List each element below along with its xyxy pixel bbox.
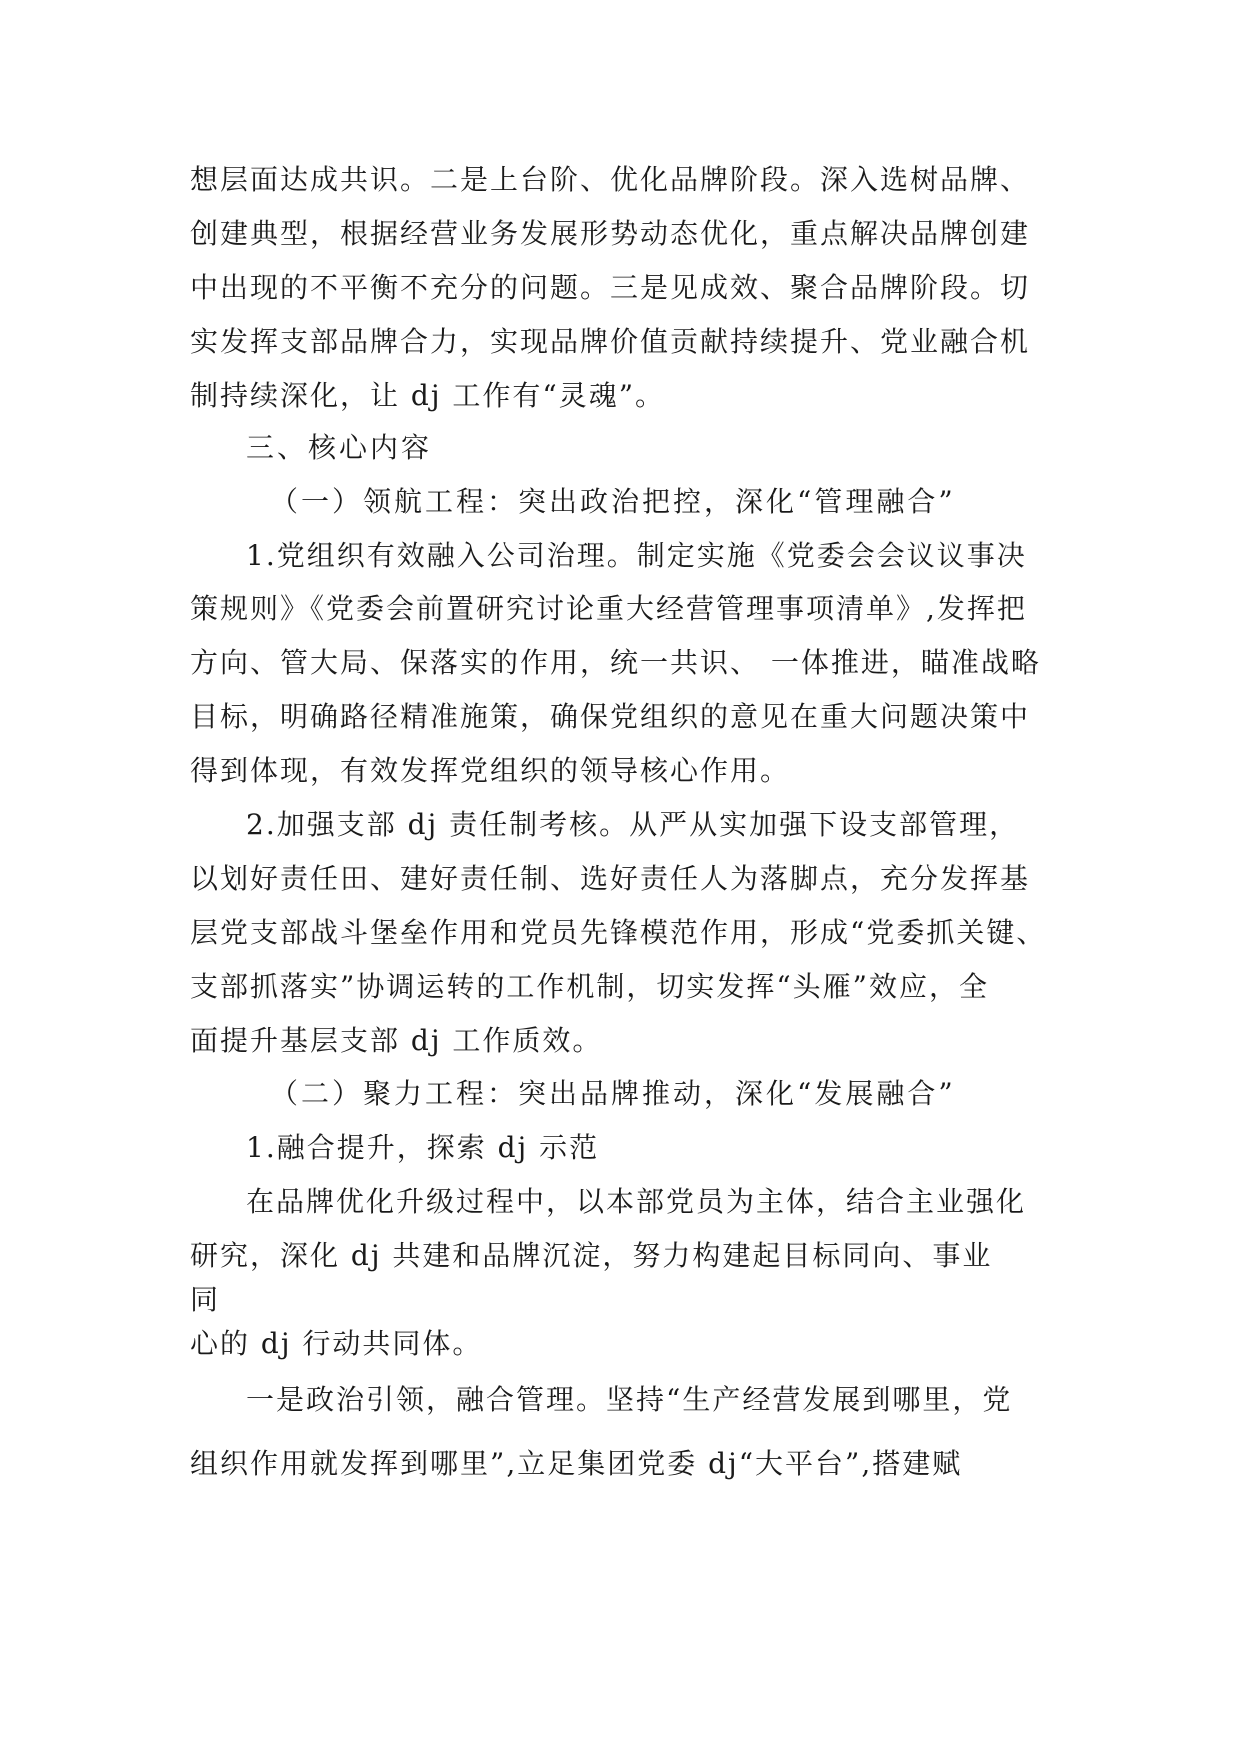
item-heading-line: 1.党组织有效融入公司治理。制定实施《党委会会议议事决 (246, 539, 1027, 572)
body-text-line: 目标，明确路径精准施策，确保党组织的意见在重大问题决策中 (190, 700, 1031, 733)
body-text-line: 实发挥支部品牌合力，实现品牌价值贡献持续提升、党业融合机 (190, 325, 1031, 358)
body-text-line: 组织作用就发挥到哪里”,立足集团党委 dj“大平台”,搭建赋 (190, 1447, 963, 1480)
body-text-line: 想层面达成共识。二是上台阶、优化品牌阶段。深入选树品牌、 (190, 163, 1031, 196)
body-text-line: 心的 dj 行动共同体。 (190, 1327, 483, 1360)
body-text-line: 策规则》《党委会前置研究讨论重大经营管理事项清单》,发挥把 (190, 592, 1027, 625)
body-text-line: 得到体现，有效发挥党组织的领导核心作用。 (190, 754, 791, 787)
body-text-line: 一是政治引领，融合管理。坚持“生产经营发展到哪里，党 (246, 1383, 1013, 1416)
body-text-line: 以划好责任田、建好责任制、选好责任人为落脚点，充分发挥基 (190, 862, 1031, 895)
body-text-line: 制持续深化，让 dj 工作有“灵魂”。 (190, 379, 666, 412)
body-text-line: 中出现的不平衡不充分的问题。三是见成效、聚合品牌阶段。切 (190, 271, 1031, 304)
item-heading-line: 2.加强支部 dj 责任制考核。从严从实加强下设支部管理， (246, 808, 1020, 841)
body-text-line: 方向、管大局、保落实的作用，统一共识、 一体推进，瞄准战略 (190, 646, 1041, 679)
body-text-line: 同 (190, 1283, 221, 1316)
subsection-heading: （一）领航工程：突出政治把控，深化“管理融合” (270, 485, 956, 518)
item-heading: 1.融合提升，探索 dj 示范 (246, 1131, 600, 1164)
body-text-line: 在品牌优化升级过程中，以本部党员为主体，结合主业强化 (246, 1185, 1027, 1218)
section-heading: 三、核心内容 (246, 431, 433, 464)
body-text-line: 创建典型，根据经营业务发展形势动态优化，重点解决品牌创建 (190, 217, 1031, 250)
body-text-line: 面提升基层支部 dj 工作质效。 (190, 1024, 603, 1057)
body-text-line: 层党支部战斗堡垒作用和党员先锋模范作用，形成“党委抓关键、 (190, 916, 1047, 949)
body-text-line: 支部抓落实”协调运转的工作机制，切实发挥“头雁”效应，全 (190, 970, 989, 1003)
subsection-heading: （二）聚力工程：突出品牌推动，深化“发展融合” (270, 1077, 956, 1110)
body-text-line: 研究，深化 dj 共建和品牌沉淀，努力构建起目标同向、事业 (190, 1239, 993, 1272)
